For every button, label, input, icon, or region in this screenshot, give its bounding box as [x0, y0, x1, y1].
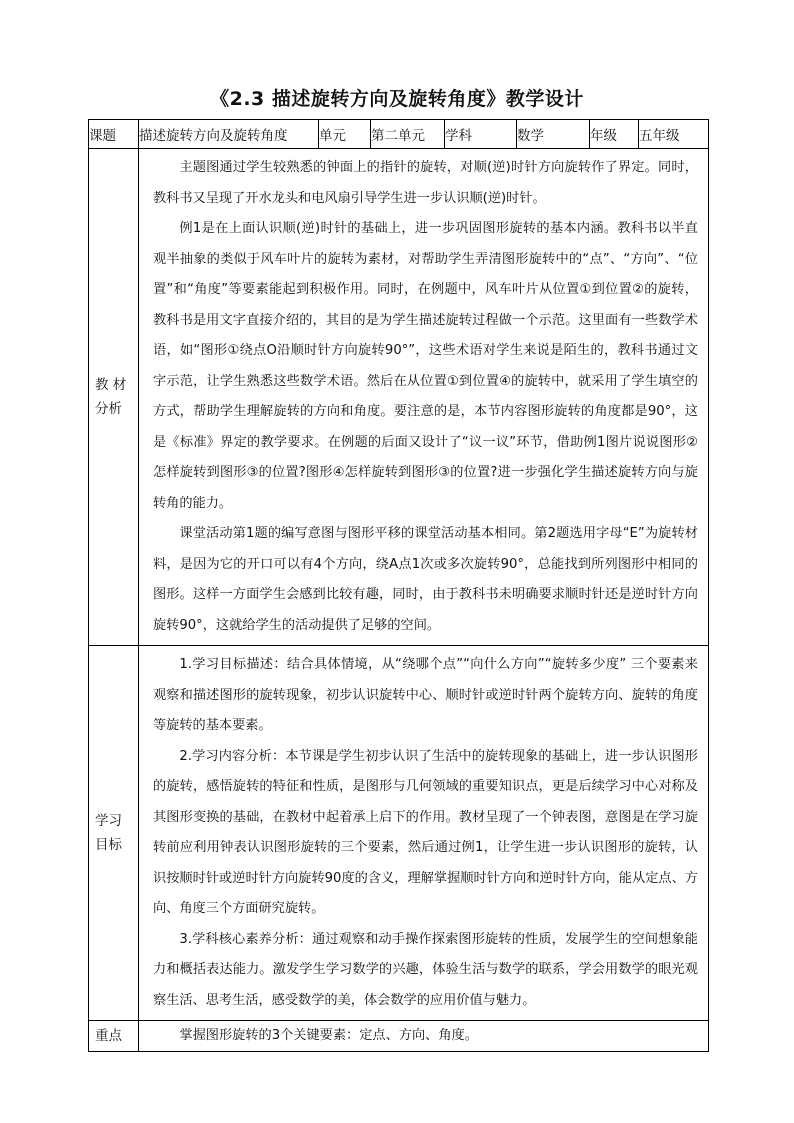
analysis-label [89, 149, 139, 646]
analysis-row [89, 149, 709, 646]
header-row [89, 120, 709, 149]
topic-label: 课题 [89, 120, 139, 149]
analysis-paragraph: 主题图通过学生较熟悉的钟面上的指针的旋转，对顺(逆)时针方向旋转作了界定。同时，教科书又呈现了开水龙头和电风扇引导学生进一步认识顺(逆)时针。 [153, 160, 698, 206]
key-point-text: 掌握图形旋转的3个关键要素：定点、方向、角度。 [179, 1028, 478, 1043]
goals-label [89, 646, 139, 1021]
key-point-label: 重点 [89, 1021, 139, 1052]
goals-label-line2: 目标 [95, 837, 122, 853]
analysis-label-line2: 分析 [95, 401, 122, 417]
subject-label: 学科 [445, 120, 517, 149]
goals-paragraph: 2.学习内容分析：本节课是学生初步认识了生活中的旋转现象的基础上，进一步认识图形的旋转，感悟旋转的特征和性质，是图形与几何领域的重要知识点，更是后续学习中心对称及其图形变换的基础，在教材中起着承上启下的作用。教材呈现了一个钟表图，意图是在学习旋转前应利用钟表认识图形旋转的三个要素，然后通过例1，让学生进一步认识图形的旋转，认识按顺时针或逆时针方向旋转90度的含义，理解掌握顺时针方向和逆时针方向，能从定点、方向、角度三个方面研究旋转。 [153, 748, 698, 916]
goals-row [89, 646, 709, 1021]
unit-value: 第二单元 [371, 120, 445, 149]
subject-value: 数学 [517, 120, 590, 149]
topic-value: 描述旋转方向及旋转角度 [139, 120, 319, 149]
analysis-content [139, 149, 709, 646]
goals-content [139, 646, 709, 1021]
lesson-plan-table [88, 119, 709, 1052]
goals-label-line1: 学习 [95, 813, 122, 829]
goals-paragraph: 1.学习目标描述：结合具体情境，从“绕哪个点”“向什么方向”“旋转多少度” 三个要素来观察和描述图形的旋转现象，初步认识旋转中心、顺时针或逆时针两个旋转方向、旋转的角度等旋转的基本要素。 [153, 657, 698, 733]
grade-label: 年级 [590, 120, 639, 149]
analysis-paragraph: 例1是在上面认识顺(逆)时针的基础上，进一步巩固图形旋转的基本内涵。教科书以半直观半抽象的类似于风车叶片的旋转为素材，对帮助学生弄清图形旋转中的“点”、“方向”、“位置”和“角度”等要素能起到积极作用。同时，在例题中，风车叶片从位置①到位置②的旋转，教科书是用文字直接介绍的，其目的是为学生描述旋转过程做一个示范。这里面有一些数学术语，如“图形①绕点O沿顺时针方向旋转90°”，这些术语对学生来说是陌生的，教科书通过文字示范，让学生熟悉这些数学术语。然后在从位置①到位置④的旋转中，就采用了学生填空的方式，帮助学生理解旋转的方向和角度。要注意的是，本节内容图形旋转的角度都是90°，这是《标准》界定的教学要求。在例题的后面又设计了“议一议”环节，借助例1图片说说图形②怎样旋转到图形③的位置?图形④怎样旋转到图形③的位置?进一步强化学生描述旋转方向与旋转角的能力。 [153, 221, 698, 511]
key-point-row [89, 1021, 709, 1052]
analysis-label-line1: 教 材 [95, 377, 127, 393]
analysis-paragraph: 课堂活动第1题的编写意图与图形平移的课堂活动基本相同。第2题选用字母“E”为旋转材料，是因为它的开口可以有4个方向，绕A点1次或多次旋转90°，总能找到所列图形中相同的图形。这样一方面学生会感到比较有趣，同时，由于教科书未明确要求顺时针还是逆时针方向旋转90°，这就给学生的活动提供了足够的空间。 [153, 526, 698, 633]
unit-label: 单元 [319, 120, 371, 149]
grade-value: 五年级 [639, 120, 709, 149]
goals-paragraph: 3.学科核心素养分析：通过观察和动手操作探索图形旋转的性质，发展学生的空间想象能力和概括表达能力。激发学生学习数学的兴趣，体验生活与数学的联系，学会用数学的眼光观察生活、思考生活，感受数学的美，体会数学的应用价值与魅力。 [153, 931, 698, 1008]
document-title: 《2.3 描述旋转方向及旋转角度》教学设计 [210, 88, 584, 110]
key-point-content [139, 1021, 709, 1052]
